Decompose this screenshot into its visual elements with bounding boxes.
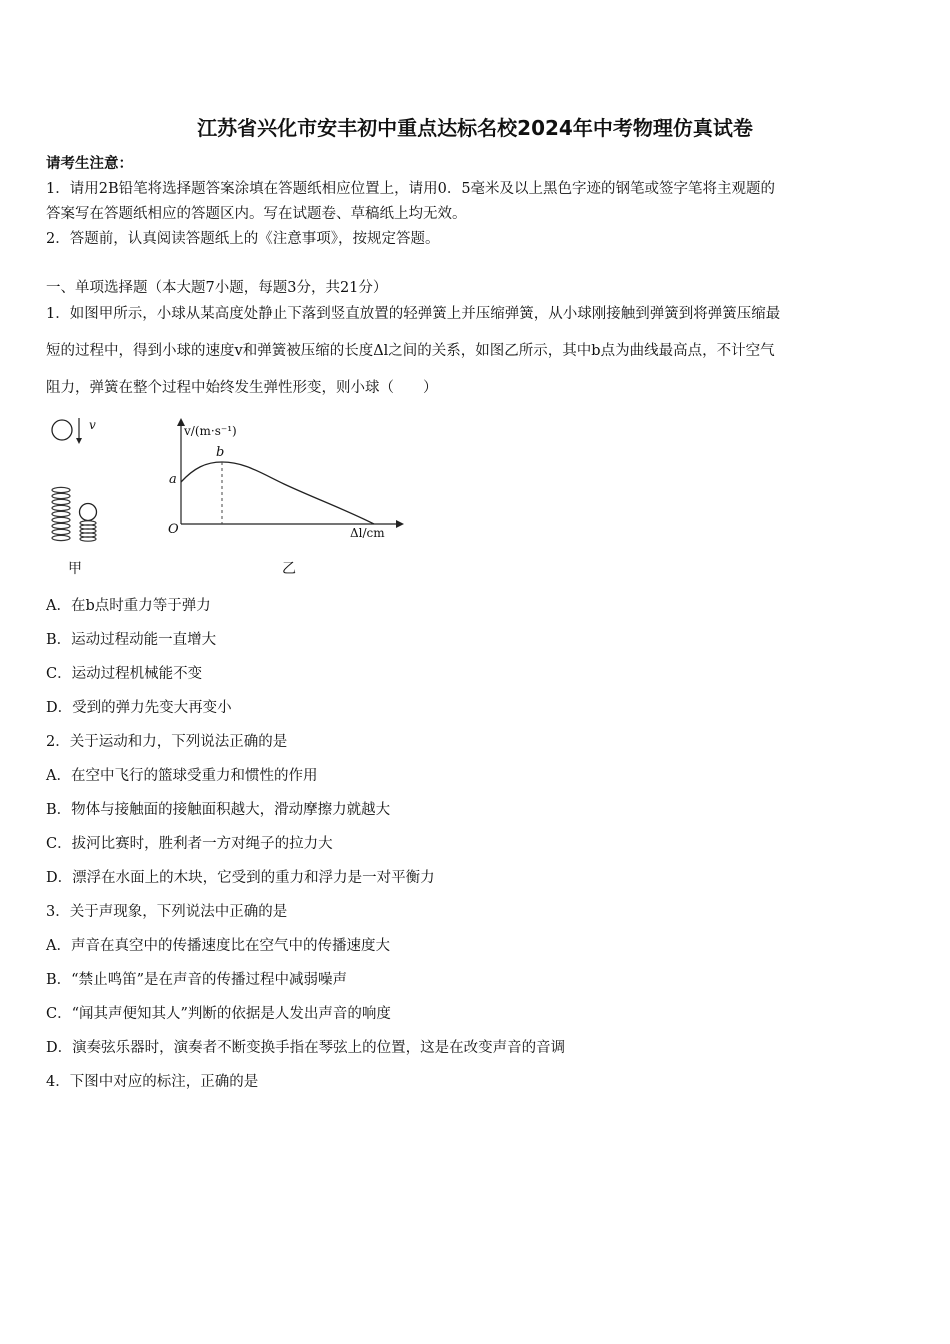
question-2-option-c: C．拔河比赛时，胜利者一方对绳子的拉力大 <box>46 836 333 852</box>
caption-jia: 甲 <box>68 561 82 577</box>
x-axis-label: Δl/cm <box>350 526 385 540</box>
falling-ball-icon <box>52 420 72 440</box>
spring-compressed-icon <box>80 521 96 541</box>
point-a-label: a <box>169 472 177 487</box>
velocity-curve <box>181 462 374 524</box>
question-1-option-a: A．在b点时重力等于弹力 <box>46 598 211 614</box>
spring-uncompressed-icon <box>52 487 70 540</box>
velocity-arrowhead <box>76 438 82 444</box>
point-b-label: b <box>216 445 225 460</box>
question-1-line-1: 1．如图甲所示，小球从某高度处静止下落到竖直放置的轻弹簧上并压缩弹簧，从小球刚接触到弹簧到将弹簧压缩最 <box>46 306 781 322</box>
question-2-option-a: A．在空中飞行的篮球受重力和惯性的作用 <box>46 768 318 784</box>
page-title: 江苏省兴化市安丰初中重点达标名校2024年中考物理仿真试卷 <box>197 116 753 140</box>
question-3-option-d: D．演奏弦乐器时，演奏者不断变换手指在琴弦上的位置，这是在改变声音的音调 <box>46 1040 566 1056</box>
notice-item-2: 2．答题前，认真阅读答题纸上的《注意事项》，按规定答题。 <box>46 231 440 247</box>
question-3-stem: 3．关于声现象，下列说法中正确的是 <box>46 904 288 920</box>
ball-on-spring-icon <box>80 504 97 521</box>
caption-yi: 乙 <box>282 561 296 577</box>
question-1-option-c: C．运动过程机械能不变 <box>46 666 203 682</box>
notice-item-1-line-1: 1．请用2B铅笔将选择题答案涂填在答题纸相应位置上，请用0．5毫米及以上黑色字迹的钢笔或签字笔将主观题的 <box>46 181 776 197</box>
question-3-option-a: A．声音在真空中的传播速度比在空气中的传播速度大 <box>46 938 390 954</box>
question-1-figure <box>44 412 424 582</box>
question-1-line-2: 短的过程中，得到小球的速度v和弹簧被压缩的长度Δl之间的关系，如图乙所示，其中b点为曲线最高点，不计空气 <box>46 343 775 359</box>
origin-label: O <box>168 522 179 537</box>
question-4-stem: 4．下图中对应的标注，正确的是 <box>46 1074 259 1090</box>
question-3-option-c: C．“闻其声便知其人”判断的依据是人发出声音的响度 <box>46 1006 391 1022</box>
notice-item-1-line-2: 答案写在答题纸相应的答题区内。写在试题卷、草稿纸上均无效。 <box>46 206 467 222</box>
question-2-option-d: D．漂浮在水面上的木块，它受到的重力和浮力是一对平衡力 <box>46 870 435 886</box>
question-1-option-d: D．受到的弹力先变大再变小 <box>46 700 232 716</box>
question-2-stem: 2．关于运动和力，下列说法正确的是 <box>46 734 288 750</box>
section-heading: 一、单项选择题（本大题7小题，每题3分，共21分） <box>46 280 388 296</box>
question-1-option-b: B．运动过程动能一直增大 <box>46 632 217 648</box>
question-1-line-3: 阻力，弹簧在整个过程中始终发生弹性形变，则小球（ ） <box>46 380 438 396</box>
velocity-label: v <box>89 418 96 432</box>
y-axis-label: v/(m·s⁻¹) <box>184 424 237 438</box>
question-3-option-b: B．“禁止鸣笛”是在声音的传播过程中减弱噪声 <box>46 972 347 988</box>
question-2-option-b: B．物体与接触面的接触面积越大，滑动摩擦力就越大 <box>46 802 391 818</box>
notice-heading: 请考生注意： <box>46 155 133 172</box>
x-axis-arrowhead <box>396 520 404 528</box>
